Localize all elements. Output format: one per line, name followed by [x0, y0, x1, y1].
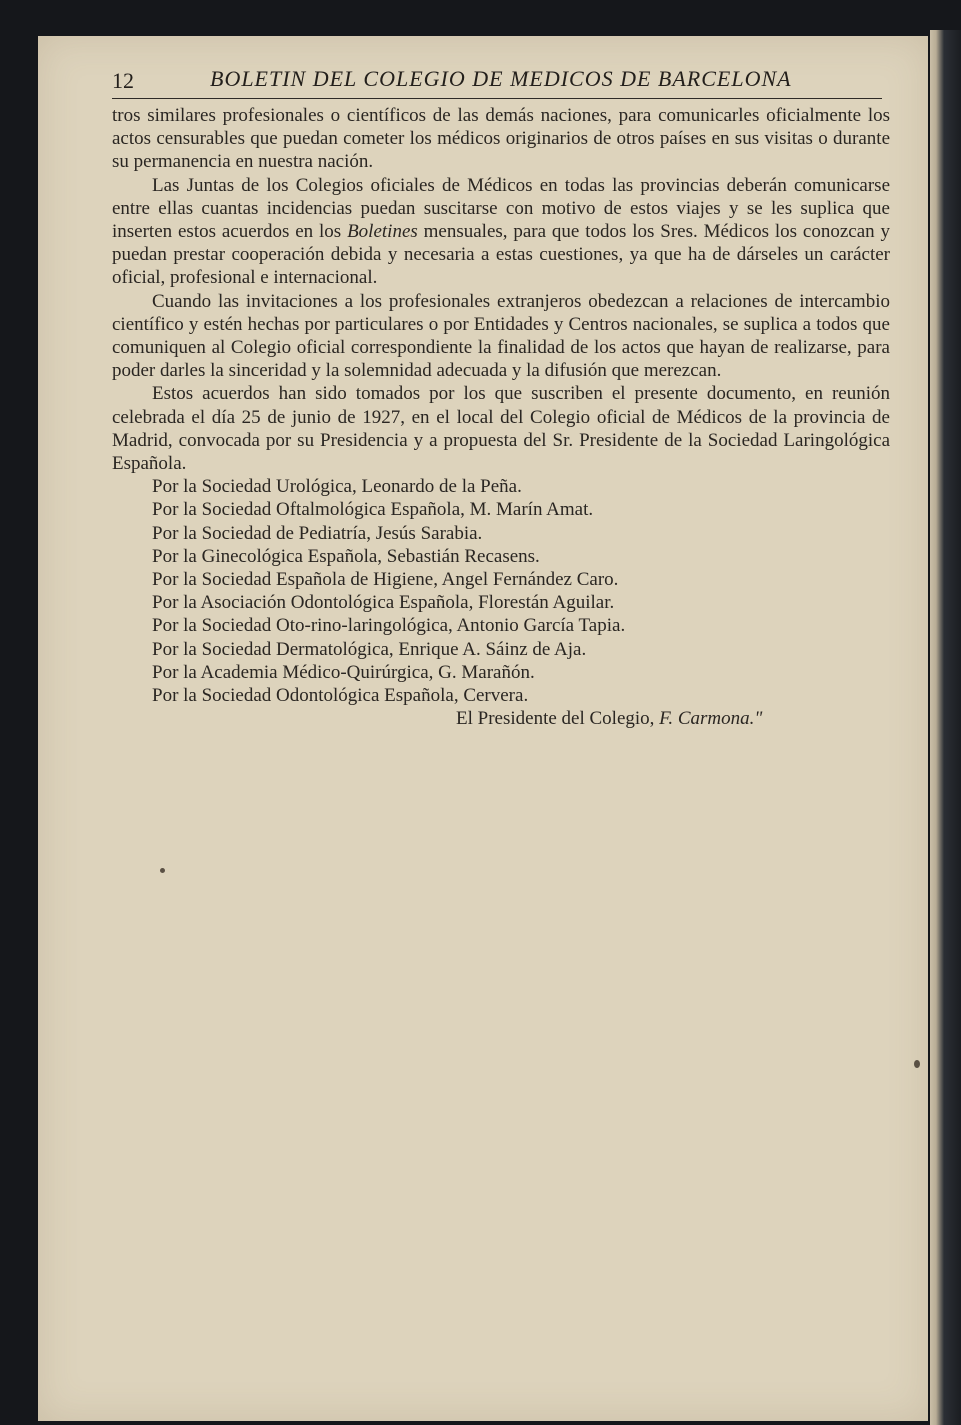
paragraph-4: Estos acuerdos han sido tomados por los que suscriben el presente documento, en reunión celebrada el día 25 de junio de 1927, en el local del Colegio oficial de Médicos de la provincia de Madrid, convocada por su Presidencia y a propuesta del Sr. Presidente de la Sociedad Laringológica Española.: [112, 383, 890, 475]
list-item: Por la Asociación Odontológica Española, Florestán Aguilar.: [152, 592, 615, 614]
ink-speck: [914, 1060, 920, 1068]
signatory-list: [112, 475, 890, 707]
list-item: Por la Academia Médico-Quirúrgica, G. Marañón.: [152, 661, 535, 683]
list-item: Por la Ginecológica Española, Sebastián Recasens.: [152, 545, 540, 567]
list-item: Por la Sociedad de Pediatría, Jesús Sarabia.: [152, 522, 483, 544]
paragraph-2-start: Las Juntas de los Colegios oficiales de Médicos en todas las provincias deberán comunicarse entre ellas cuantas incidencias puedan suscitarse con motivo de estos viajes y se les suplica que inserten estos acuerdos en los: [112, 174, 890, 243]
closing-title: El Presidente del Colegio,: [456, 708, 655, 730]
list-item: Por la Sociedad Dermatológica, Enrique A. Sáinz de Aja.: [152, 638, 587, 660]
list-item: Por la Sociedad Española de Higiene, Angel Fernández Caro.: [152, 569, 619, 591]
page-number: 12: [112, 68, 134, 93]
ink-speck: [160, 868, 165, 873]
paragraph-2-end: mensuales, para que todos los Sres. Médicos los conozcan y puedan prestar cooperación debida y necesaria a estas cuestiones, ya que ha de dárseles un carácter oficial, profesional e internacional.: [112, 221, 890, 289]
list-item: Por la Sociedad Urológica, Leonardo de la Peña.: [152, 476, 522, 498]
closing-signature: [112, 707, 890, 730]
body-text: [112, 104, 890, 730]
paragraph-2: [112, 174, 890, 290]
boletines-italic: Boletines: [347, 221, 418, 243]
paragraph-3: Cuando las invitaciones a los profesionales extranjeros obedezcan a relaciones de intercambio científico y estén hechas por particulares o por Entidades y Centros nacionales, se suplica a todos que comuniquen al Colegio oficial correspondiente la finalidad de los actos que hayan de realizarse, para poder darles la sinceridad y la solemnidad adecuada y la difusión que merezcan.: [112, 290, 890, 382]
page-header: [112, 66, 882, 99]
list-item: Por la Sociedad Oto-rino-laringológica, Antonio García Tapia.: [152, 615, 626, 637]
closing-name: F. Carmona.": [659, 708, 763, 730]
paragraph-1: tros similares profesionales o científicos de las demás naciones, para comunicarles oficialmente los actos censurables que puedan cometer los médicos originarios de otros países en sus visitas o durante su permanencia en nuestra nación.: [112, 105, 890, 173]
adjacent-page-edge: [930, 30, 961, 1425]
list-item: Por la Sociedad Oftalmológica Española, M. Marín Amat.: [152, 499, 594, 521]
list-item: Por la Sociedad Odontológica Española, Cervera.: [152, 685, 529, 707]
running-title: BOLETIN DEL COLEGIO DE MEDICOS DE BARCELONA: [210, 66, 792, 91]
